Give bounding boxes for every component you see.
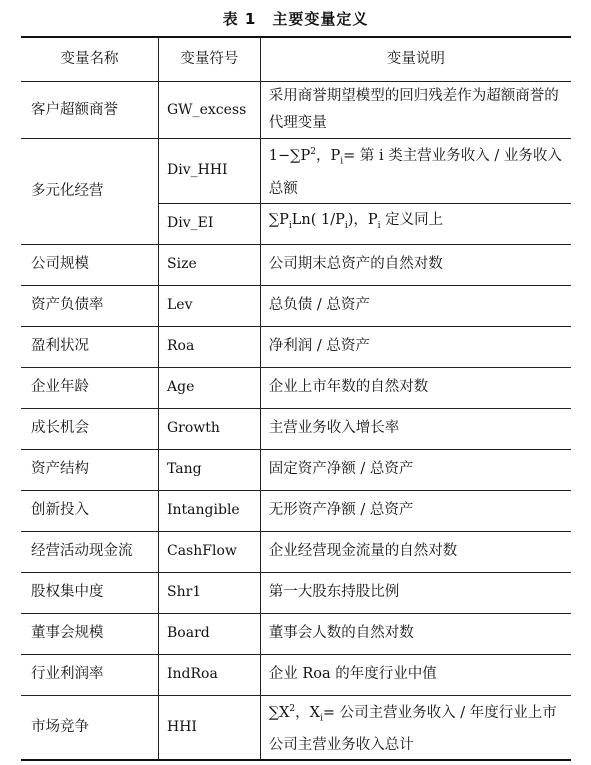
variable-symbol: Div_HHI	[159, 139, 261, 204]
variable-symbol: Tang	[159, 449, 261, 490]
formula-text: ∑X	[268, 704, 290, 721]
formula-text: 1−∑P	[268, 147, 311, 164]
header-variable-name: 变量名称	[21, 37, 159, 82]
formula-text: 定义同上	[380, 212, 444, 229]
formula-subscript: i	[344, 221, 348, 232]
table-row	[21, 326, 571, 367]
variable-symbol: HHI	[159, 695, 261, 760]
table-row	[21, 367, 571, 408]
variable-symbol: Age	[159, 367, 261, 408]
formula-subscript: i	[377, 221, 381, 232]
variable-symbol: Lev	[159, 285, 261, 326]
table-title: 表 1 主要变量定义	[222, 10, 369, 28]
variable-name: 成长机会	[21, 408, 159, 449]
variable-symbol: Shr1	[159, 572, 261, 613]
formula-text: )，P	[347, 212, 378, 229]
formula-subscript: i	[288, 221, 292, 232]
formula-text: ，X	[295, 704, 320, 721]
variable-symbol: IndRoa	[159, 654, 261, 695]
table-row	[21, 572, 571, 613]
variable-description	[260, 139, 571, 204]
variable-name: 公司规模	[21, 244, 159, 285]
variable-description: 固定资产净额 / 总资产	[260, 449, 571, 490]
variable-symbol: CashFlow	[159, 531, 261, 572]
variable-symbol: Growth	[159, 408, 261, 449]
header-variable-symbol: 变量符号	[159, 37, 261, 82]
table-row	[21, 695, 571, 760]
variable-name: 客户超额商誉	[21, 82, 159, 139]
formula-subscript: i	[340, 156, 344, 167]
variable-name: 资产负债率	[21, 285, 159, 326]
formula-subscript: i	[319, 713, 323, 724]
variable-symbol: Roa	[159, 326, 261, 367]
table-row	[21, 490, 571, 531]
variable-description: 企业经营现金流量的自然对数	[260, 531, 571, 572]
formula-text: = 公司主营业务收入 / 年度行业上市公司主营业务收入总计	[268, 704, 557, 754]
variable-description: 采用商誉期望模型的回归残差作为超额商誉的代理变量	[260, 82, 571, 139]
variable-description: 净利润 / 总资产	[260, 326, 571, 367]
header-variable-description: 变量说明	[260, 37, 571, 82]
variable-symbol: Intangible	[159, 490, 261, 531]
formula-text: ，P	[315, 147, 341, 164]
variable-name: 股权集中度	[21, 572, 159, 613]
table-row	[21, 285, 571, 326]
formula-superscript: 2	[310, 147, 316, 157]
variable-name: 企业年龄	[21, 367, 159, 408]
variable-description: 第一大股东持股比例	[260, 572, 571, 613]
variable-name: 董事会规模	[21, 613, 159, 654]
variable-description: 总负债 / 总资产	[260, 285, 571, 326]
variable-symbol: Board	[159, 613, 261, 654]
table-row	[21, 139, 571, 204]
table-row	[21, 408, 571, 449]
variable-symbol: Size	[159, 244, 261, 285]
variable-name: 创新投入	[21, 490, 159, 531]
variable-name: 盈利状况	[21, 326, 159, 367]
table-row	[21, 244, 571, 285]
formula-superscript: 2	[289, 703, 296, 714]
table-row	[21, 82, 571, 139]
variable-description: 公司期末总资产的自然对数	[260, 244, 571, 285]
table-row	[21, 449, 571, 490]
formula-text: = 第 i 类主营业务收入 / 业务收入总额	[268, 147, 562, 197]
variable-description: 董事会人数的自然对数	[260, 613, 571, 654]
variable-name: 行业利润率	[21, 654, 159, 695]
table-row	[21, 613, 571, 654]
formula-text: Ln( 1/P	[291, 212, 345, 229]
variable-description: 企业上市年数的自然对数	[260, 367, 571, 408]
variable-description: 主营业务收入增长率	[260, 408, 571, 449]
variable-definition-table	[21, 36, 571, 761]
variable-description	[260, 695, 571, 760]
table-row	[21, 531, 571, 572]
variable-description: 企业 Roa 的年度行业中值	[260, 654, 571, 695]
variable-description: 无形资产净额 / 总资产	[260, 490, 571, 531]
variable-name: 经营活动现金流	[21, 531, 159, 572]
formula-text: ∑P	[268, 212, 289, 229]
variable-name: 市场竞争	[21, 695, 159, 760]
table-header-row	[21, 37, 571, 82]
variable-symbol: GW_excess	[159, 82, 261, 139]
variable-name: 资产结构	[21, 449, 159, 490]
variable-name: 多元化经营	[21, 139, 159, 245]
variable-description	[260, 203, 571, 244]
table-row	[21, 654, 571, 695]
variable-symbol: Div_EI	[159, 203, 261, 244]
